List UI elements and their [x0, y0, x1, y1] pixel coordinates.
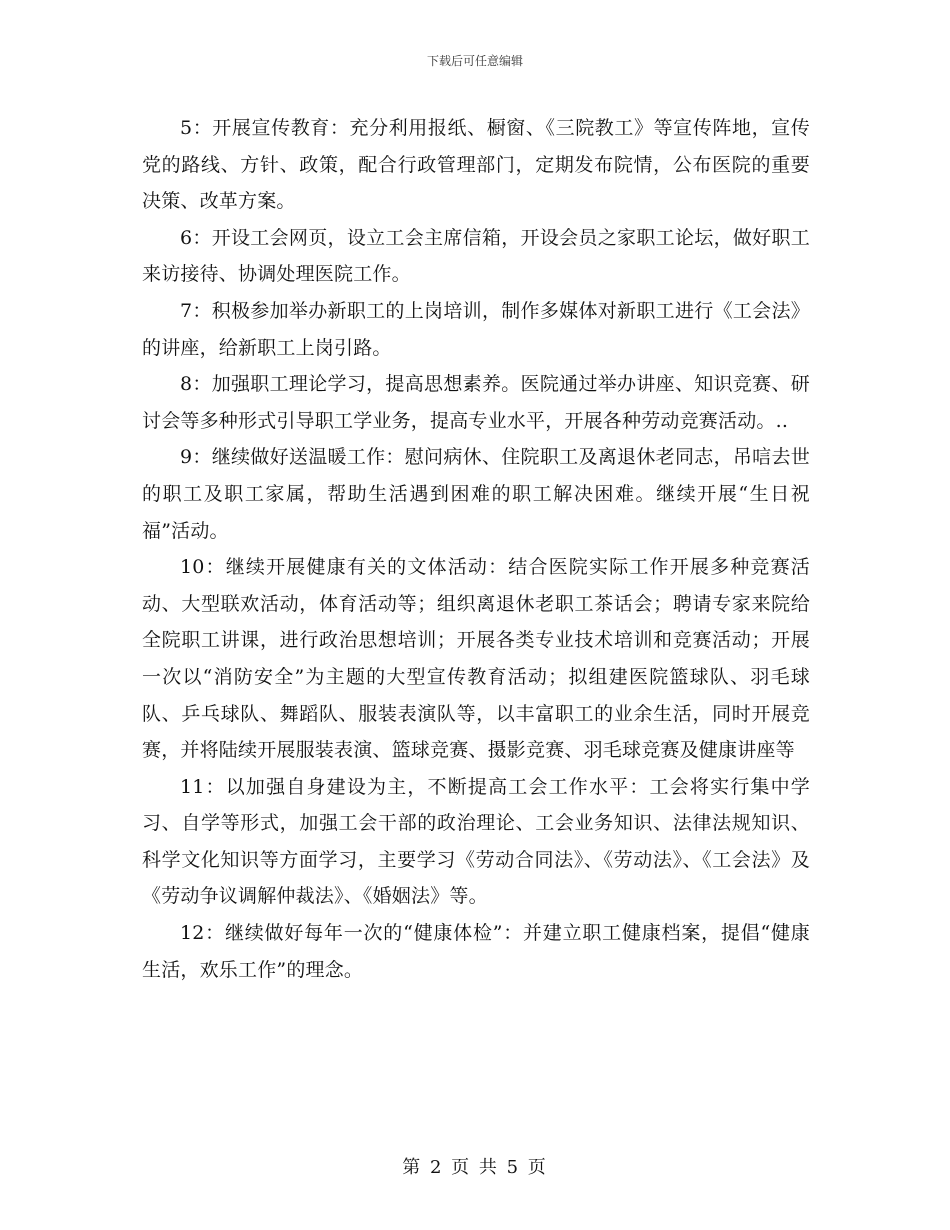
page-number-footer: 第 2 页 共 5 页	[402, 1157, 548, 1178]
paragraph-6: 6：开设工会网页，设立工会主席信箱，开设会员之家职工论坛，做好职工来访接待、协调处理医院工作。	[142, 226, 810, 286]
paragraph-10: 10：继续开展健康有关的文体活动：结合医院实际工作开展多种竞赛活动、大型联欢活动，体育活动等；组织离退休老职工茶话会；聘请专家来院给全院职工讲课，进行政治思想培训；开展各类专业技术培训和竞赛活动；开展一次以“消防安全”为主题的大型宣传教育活动；拟组建医院篮球队、羽毛球队、乒乓球队、舞蹈队、服装表演队等，以丰富职工的业余生活，同时开展竞赛，并将陆续开展服装表演、篮球竞赛、摄影竞赛、羽毛球竞赛及健康讲座等	[142, 556, 810, 762]
paragraph-8: 8：加强职工理论学习，提高思想素养。医院通过举办讲座、知识竞赛、研讨会等多种形式引导职工学业务，提高专业水平，开展各种劳动竞赛活动。..	[142, 373, 810, 432]
header-note: 下载后可任意编辑	[426, 54, 523, 68]
paragraph-12: 12：继续做好每年一次的“健康体检”：并建立职工健康档案，提倡“健康生活，欢乐工作”的理念。	[142, 922, 810, 981]
paragraph-9: 9：继续做好送温暖工作：慰问病休、住院职工及离退休老同志，吊唁去世的职工及职工家属，帮助生活遇到困难的职工解决困难。继续开展“生日祝福”活动。	[142, 446, 810, 542]
paragraph-5: 5：开展宣传教育：充分利用报纸、橱窗、《三院教工》等宣传阵地，宣传党的路线、方针、政策，配合行政管理部门，定期发布院情，公布医院的重要决策、改革方案。	[142, 117, 810, 213]
paragraph-11: 11：以加强自身建设为主，不断提高工会工作水平：工会将实行集中学习、自学等形式，加强工会干部的政治理论、工会业务知识、法律法规知识、科学文化知识等方面学习，主要学习《劳动合同法》、《劳动法》、《工会法》及《劳动争议调解仲裁法》、《婚姻法》等。	[142, 775, 810, 908]
paragraph-7: 7：积极参加举办新职工的上岗培训，制作多媒体对新职工进行《工会法》的讲座，给新职工上岗引路。	[142, 299, 810, 359]
document-body	[142, 110, 810, 988]
